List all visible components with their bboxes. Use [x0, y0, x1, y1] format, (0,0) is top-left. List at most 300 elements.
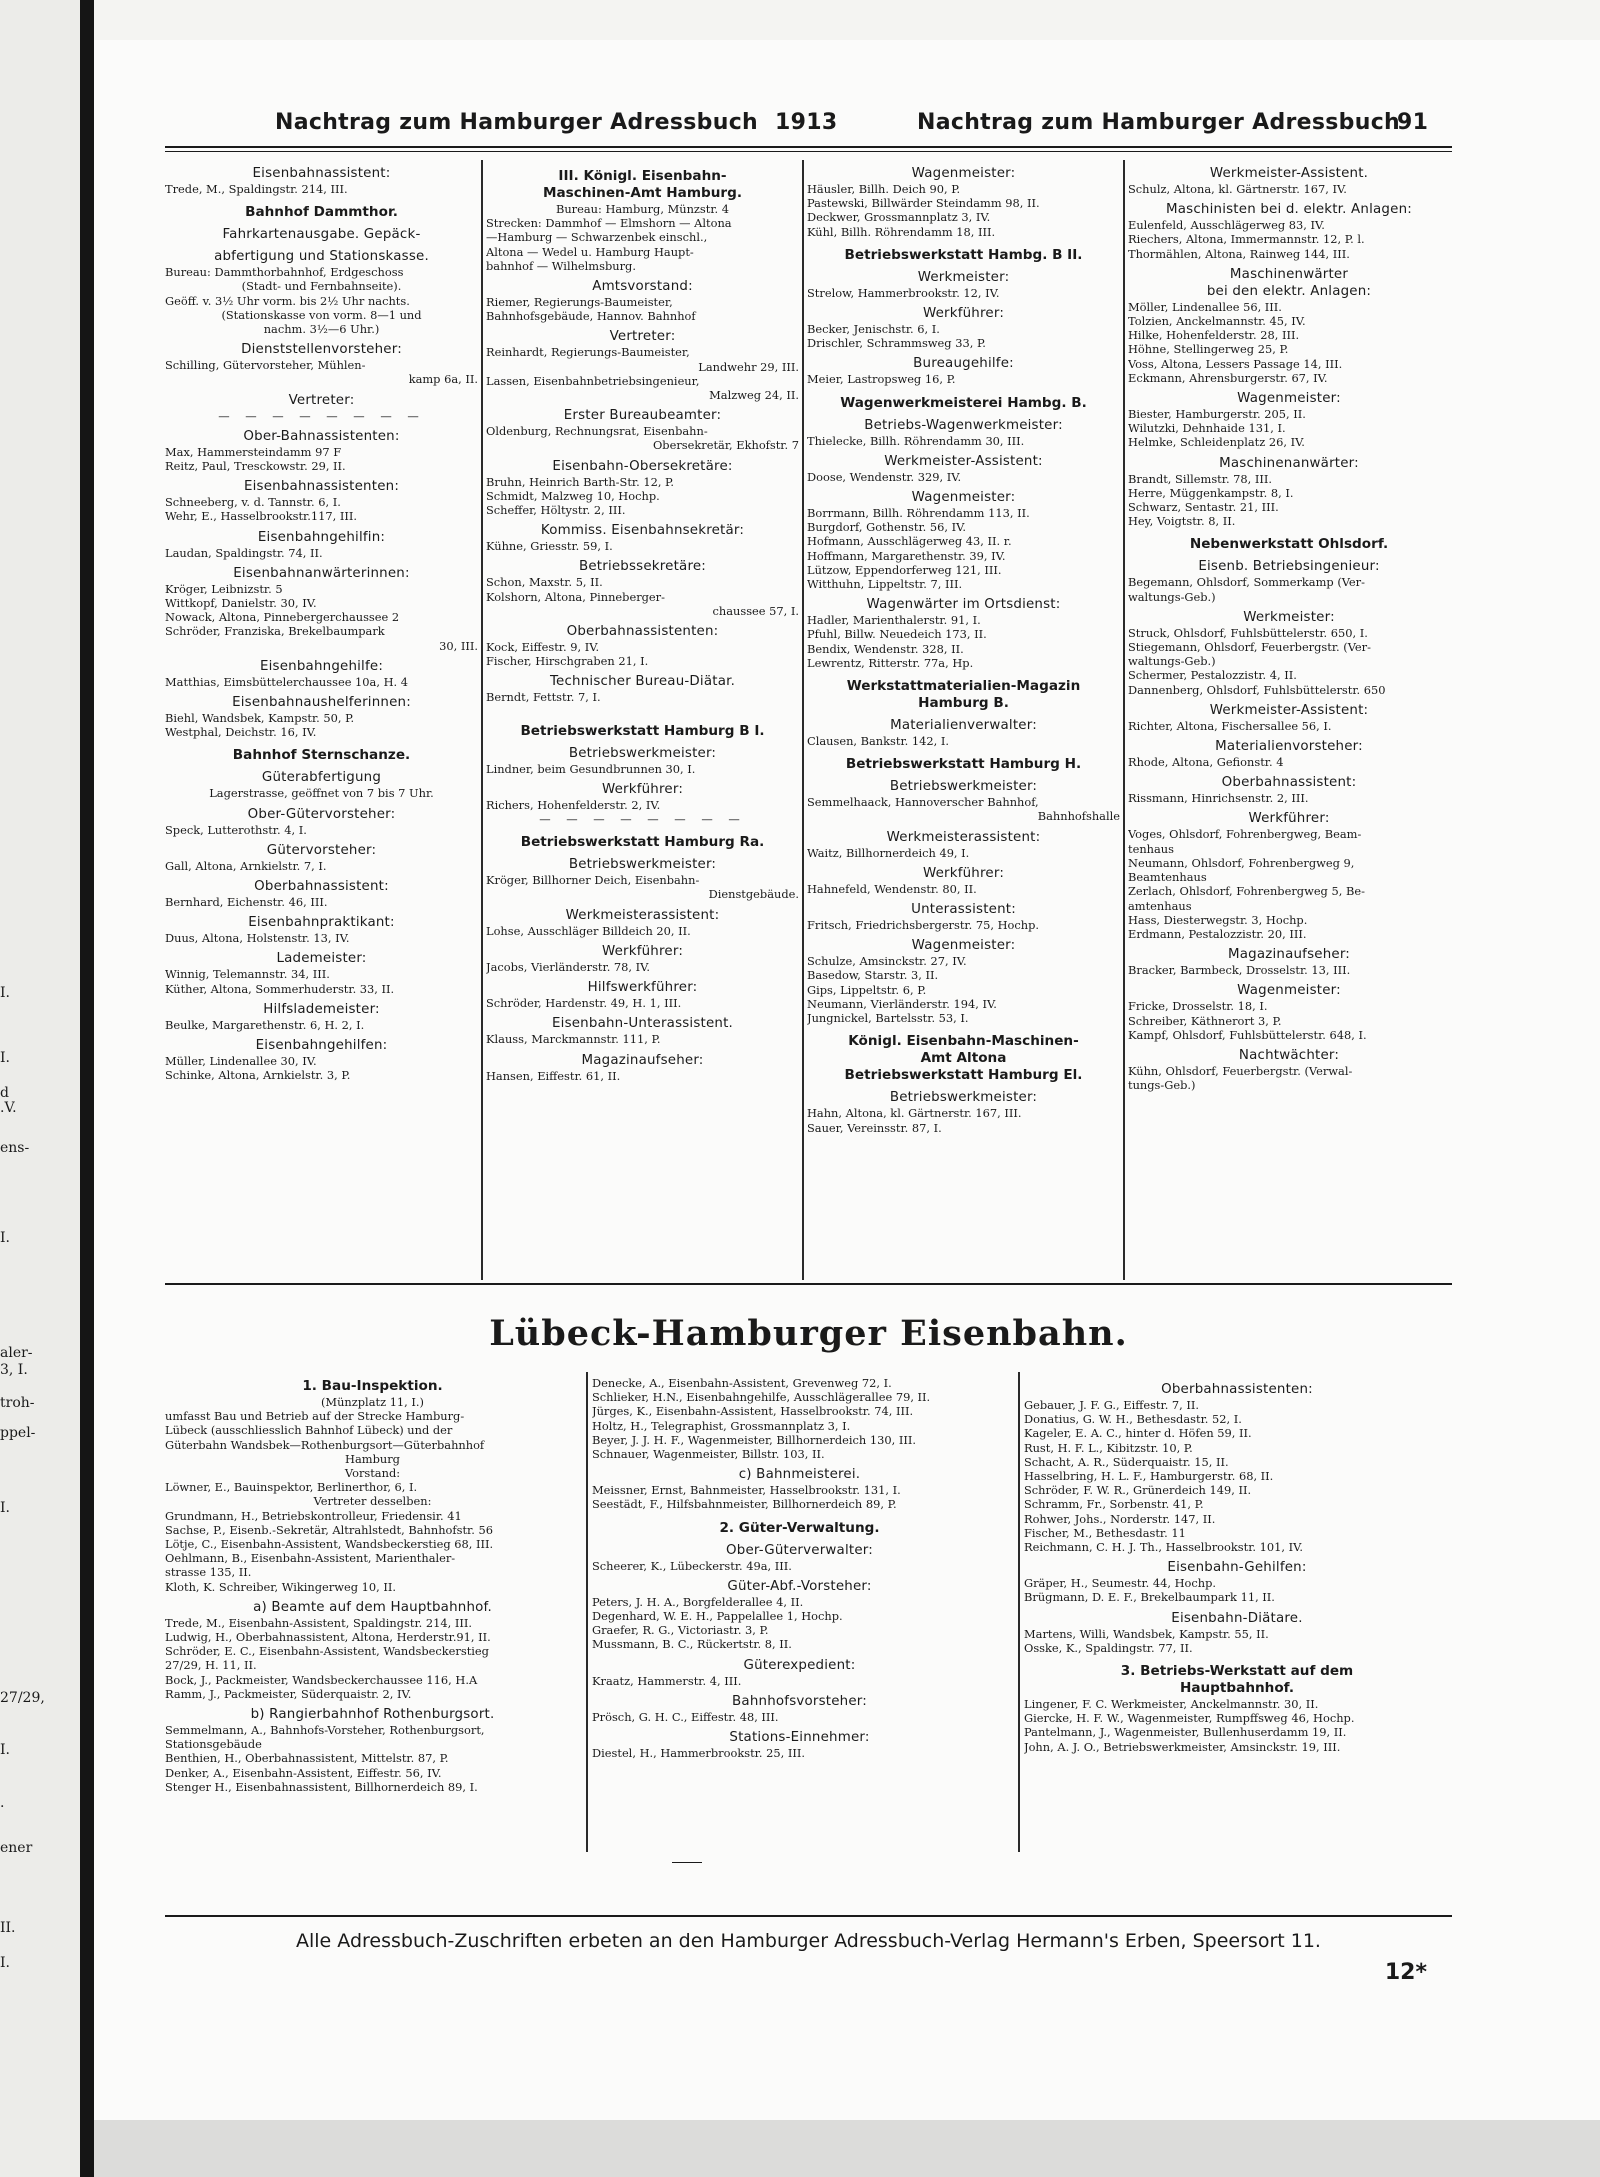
- section-heading: Eisenbahngehilfin:: [257, 529, 386, 545]
- section-heading: Eisenbahngehilfe:: [259, 658, 384, 674]
- entry-line: Hoffmann, Margarethenstr. 39, IV.: [807, 548, 1006, 563]
- entry-line: Prösch, G. H. C., Eiffestr. 48, III.: [592, 1709, 779, 1724]
- entry-line: Hansen, Eiffestr. 61, II.: [486, 1068, 621, 1083]
- entry-line: Schilling, Gütervorsteher, Mühlen-: [165, 358, 366, 373]
- section-heading: Kommiss. Eisenbahnsekretär:: [540, 523, 745, 539]
- section-heading: Maschinenwärter: [1229, 266, 1349, 282]
- entry-line: Eckmann, Ahrensburgerstr. 67, IV.: [1128, 370, 1328, 385]
- entry-line: Altona — Wedel u. Hamburg Haupt-: [486, 244, 694, 259]
- entry-line: Bruhn, Heinrich Barth-Str. 12, P.: [486, 474, 675, 489]
- entry-line: Kock, Eiffestr. 9, IV.: [486, 640, 600, 655]
- entry-line: Ramm, J., Packmeister, Süderquaistr. 2, IV.: [165, 1686, 412, 1701]
- entry-line: Jacobs, Vierländerstr. 78, IV.: [486, 959, 651, 974]
- department-heading: 2. Güter-Verwaltung.: [719, 1519, 880, 1536]
- entry-line: Bureau: Dammthorbahnhof, Erdgeschoss: [165, 265, 404, 280]
- lower-column-3: [1024, 1376, 1450, 1856]
- section-heading: Oberbahnassistenten:: [1161, 1382, 1313, 1397]
- entry-line: Benthien, H., Oberbahnassistent, Mittelstr. 87, P.: [165, 1751, 449, 1766]
- section-heading: Maschinenanwärter:: [1219, 455, 1359, 471]
- entry-line: tungs-Geb.): [1128, 1078, 1196, 1093]
- section-heading: Wagenmeister:: [1237, 983, 1341, 999]
- section-heading: Werkführer:: [601, 781, 684, 797]
- section-heading: Werkmeisterassistent:: [565, 907, 720, 923]
- entry-line: Denecke, A., Eisenbahn-Assistent, Grevenweg 72, I.: [592, 1376, 892, 1390]
- entry-line: Berndt, Fettstr. 7, I.: [486, 690, 601, 705]
- centered-note: (Münzplatz 11, I.): [320, 1395, 424, 1409]
- entry-line: Rohwer, Johs., Norderstr. 147, II.: [1024, 1511, 1216, 1526]
- section-heading: Eisenbahn-Diätare.: [1171, 1610, 1303, 1626]
- section-heading: Vertreter:: [609, 329, 676, 345]
- entry-line: Hey, Voigtstr. 8, II.: [1128, 514, 1236, 529]
- entry-line: Kraatz, Hammerstr. 4, III.: [592, 1673, 742, 1688]
- entry-line: Stenger H., Eisenbahnassistent, Billhornerdeich 89, I.: [165, 1779, 478, 1794]
- entry-line: Beyer, J. J. H. F., Wagenmeister, Billhornerdeich 130, III.: [592, 1432, 916, 1447]
- section-heading: Werkführer:: [922, 306, 1005, 322]
- section-heading: Werkmeister-Assistent.: [1209, 166, 1369, 181]
- entry-line: Graefer, R. G., Victoriastr. 3, P.: [592, 1623, 769, 1638]
- section-heading: Maschinisten bei d. elektr. Anlagen:: [1166, 202, 1412, 218]
- section-heading: Bahnhofsvorsteher:: [732, 1693, 867, 1709]
- entry-line: Riemer, Regierungs-Baumeister,: [486, 295, 673, 310]
- entry-line: Hass, Diesterwegstr. 3, Hochp.: [1128, 912, 1308, 927]
- department-heading: Bahnhof Sternschanze.: [232, 747, 411, 764]
- entry-continuation: Obersekretär, Ekhofstr. 7: [652, 438, 799, 453]
- entry-line: Lützow, Eppendorferweg 121, III.: [807, 562, 1002, 577]
- running-header: [165, 110, 1452, 146]
- book-spine: [80, 0, 94, 2177]
- entry-line: Witthuhn, Lippeltstr. 7, III.: [807, 577, 963, 592]
- section-heading: bei den elektr. Anlagen:: [1206, 283, 1372, 299]
- entry-line: Wilutzki, Dehnhaide 131, I.: [1128, 421, 1286, 436]
- section-heading: Eisenbahn-Gehilfen:: [1167, 1560, 1307, 1576]
- entry-line: Rust, H. F. L., Kibitzstr. 10, P.: [1024, 1440, 1193, 1455]
- section-heading: Gütervorsteher:: [266, 842, 377, 858]
- section-heading: Wagenmeister:: [911, 938, 1016, 954]
- entry-continuation: 30, III.: [439, 638, 478, 653]
- department-heading: Königl. Eisenbahn-Maschinen-: [848, 1033, 1079, 1050]
- department-heading: Bahnhof Dammthor.: [245, 204, 398, 221]
- entry-line: strasse 135, II.: [165, 1565, 252, 1580]
- department-heading: Amt Altona: [920, 1050, 1007, 1067]
- entry-line: waltungs-Geb.): [1128, 654, 1216, 669]
- entry-line: Beamtenhaus: [1128, 870, 1207, 885]
- section-title: Lübeck-Hamburger Eisenbahn.: [489, 1313, 1128, 1354]
- entry-line: Kampf, Ohlsdorf, Fuhlsbüttelerstr. 648, I.: [1128, 1027, 1367, 1042]
- entry-line: Klauss, Marckmannstr. 111, P.: [486, 1032, 661, 1047]
- department-heading: Hamburg B.: [918, 695, 1009, 712]
- entry-line: Eulenfeld, Ausschlägerweg 83, IV.: [1128, 218, 1325, 233]
- entry-line: Rissmann, Hinrichsenstr. 2, III.: [1128, 791, 1309, 806]
- entry-line: Semmelmann, A., Bahnhofs-Vorsteher, Rothenburgsort,: [165, 1723, 485, 1738]
- section-heading: Nachtwächter:: [1238, 1047, 1340, 1063]
- section-heading: Güterabfertigung: [261, 770, 382, 786]
- edge-fragment: I.: [0, 1050, 10, 1066]
- entry-continuation: kamp 6a, II.: [408, 372, 478, 387]
- entry-line: Richter, Altona, Fischersallee 56, I.: [1128, 718, 1332, 733]
- section-heading: Hilfslademeister:: [263, 1001, 380, 1017]
- entry-line: Kröger, Billhorner Deich, Eisenbahn-: [486, 873, 700, 888]
- entry-line: tenhaus: [1128, 841, 1174, 856]
- entry-line: Martens, Willi, Wandsbek, Kampstr. 55, II.: [1024, 1626, 1269, 1641]
- entry-line: Gall, Altona, Arnkielstr. 7, I.: [165, 858, 327, 873]
- entry-line: Neumann, Vierländerstr. 194, IV.: [807, 996, 997, 1011]
- entry-line: Oldenburg, Rechnungsrat, Eisenbahn-: [486, 424, 708, 439]
- entry-line: Schmidt, Malzweg 10, Hochp.: [486, 488, 660, 503]
- entry-line: Hilke, Hohenfelderstr. 28, III.: [1128, 328, 1300, 343]
- entry-line: Schinke, Altona, Arnkielstr. 3, P.: [165, 1068, 351, 1083]
- entry-line: Diestel, H., Hammerbrookstr. 25, III.: [592, 1746, 805, 1761]
- centered-note: (Stadt- und Fernbahnseite).: [241, 279, 402, 294]
- entry-line: Meier, Lastropsweg 16, P.: [807, 372, 956, 387]
- section-rule: [165, 1283, 1452, 1285]
- centered-note: Vertreter desselben:: [313, 1494, 432, 1509]
- centered-note: nachm. 3½—6 Uhr.): [263, 322, 380, 337]
- section-heading: Güterexpedient:: [743, 1657, 856, 1673]
- entry-line: Hahn, Altona, kl. Gärtnerstr. 167, III.: [807, 1106, 1022, 1121]
- section-heading: Eisenbahnanwärterinnen:: [233, 565, 410, 581]
- entry-line: Hofmann, Ausschlägerweg 43, II. r.: [807, 534, 1012, 549]
- entry-line: Brügmann, D. E. F., Brekelbaumpark 11, II.: [1024, 1590, 1275, 1605]
- section-heading: Bureaugehilfe:: [913, 356, 1014, 372]
- entry-line: Erdmann, Pestalozzistr. 20, III.: [1128, 926, 1307, 941]
- entry-line: —Hamburg — Schwarzenbek einschl.,: [486, 230, 708, 245]
- entry-line: Strecken: Dammhof — Elmshorn — Altona: [486, 216, 732, 231]
- column-divider: [481, 160, 483, 1280]
- entry-line: Peters, J. H. A., Borgfelderallee 4, II.: [592, 1594, 804, 1609]
- section-heading: a) Beamte auf dem Hauptbahnhof.: [253, 1599, 492, 1615]
- entry-line: Winnig, Telemannstr. 34, III.: [165, 967, 330, 982]
- entry-line: Reitz, Paul, Tresckowstr. 29, II.: [165, 459, 346, 474]
- entry-line: Scheffer, Höltystr. 2, III.: [486, 503, 626, 518]
- entry-line: waltungs-Geb.): [1128, 589, 1216, 604]
- section-heading: Materialienvorsteher:: [1215, 739, 1363, 755]
- edge-fragment: troh-: [0, 1395, 35, 1411]
- entry-continuation: Bahnhofshalle: [1037, 809, 1120, 824]
- column-1: [165, 160, 478, 1280]
- entry-line: Trede, M., Spaldingstr. 214, III.: [165, 182, 348, 196]
- entry-line: Strelow, Hammerbrookstr. 12, IV.: [807, 285, 1000, 300]
- entry-line: Kageler, E. A. C., hinter d. Höfen 59, II.: [1024, 1426, 1252, 1441]
- section-heading: Eisenbahn-Obersekretäre:: [552, 458, 733, 474]
- section-heading: Oberbahnassistenten:: [566, 624, 719, 640]
- edge-fragment: I.: [0, 1955, 10, 1971]
- edge-fragment: aler-: [0, 1345, 33, 1361]
- entry-continuation: Malzweg 24, II.: [709, 388, 799, 403]
- entry-line: Denker, A., Eisenbahn-Assistent, Eiffestr. 56, IV.: [165, 1765, 442, 1780]
- entry-line: Fritsch, Friedrichsbergerstr. 75, Hochp.: [807, 918, 1040, 933]
- entry-line: Schulz, Altona, kl. Gärtnerstr. 167, IV.: [1128, 182, 1347, 196]
- entry-line: Schlieker, H.N., Eisenbahngehilfe, Ausschlägerallee 79, II.: [592, 1390, 931, 1405]
- column-divider: [586, 1372, 588, 1852]
- entry-line: Reinhardt, Regierungs-Baumeister,: [486, 345, 690, 360]
- entry-line: Bracker, Barmbeck, Drosselstr. 13, III.: [1128, 963, 1351, 978]
- section-heading: Eisenbahnpraktikant:: [248, 915, 395, 931]
- entry-line: Gips, Lippeltstr. 6, P.: [807, 982, 927, 997]
- entry-line: Bernhard, Eichenstr. 46, III.: [165, 895, 328, 910]
- entry-line: Schneeberg, v. d. Tannstr. 6, I.: [165, 495, 341, 510]
- entry-line: Pastewski, Billwärder Steindamm 98, II.: [807, 196, 1040, 211]
- section-heading: Amtsvorstand:: [592, 279, 693, 295]
- entry-line: Voss, Altona, Lessers Passage 14, III.: [1128, 356, 1343, 371]
- entry-line: Begemann, Ohlsdorf, Sommerkamp (Ver-: [1128, 575, 1365, 590]
- entry-line: Waitz, Billhornerdeich 49, I.: [807, 845, 970, 860]
- entry-line: Westphal, Deichstr. 16, IV.: [165, 725, 317, 740]
- department-heading: 1. Bau-Inspektion.: [302, 1378, 443, 1394]
- previous-page-edge: [0, 0, 80, 2177]
- entry-line: Donatius, G. W. H., Bethesdastr. 52, I.: [1024, 1412, 1242, 1427]
- section-heading: Stations-Einnehmer:: [729, 1730, 870, 1746]
- entry-line: Reichmann, C. H. J. Th., Hasselbrookstr. 101, IV.: [1024, 1540, 1303, 1555]
- entry-line: Thielecke, Billh. Röhrendamm 30, III.: [807, 433, 1025, 448]
- header-rule: [165, 146, 1452, 148]
- centered-note: Lagerstrasse, geöffnet von 7 bis 7 Uhr.: [209, 786, 434, 801]
- entry-line: Schwarz, Sentastr. 21, III.: [1128, 500, 1279, 515]
- entry-line: Fricke, Drosselstr. 18, I.: [1128, 999, 1268, 1014]
- section-heading: Oberbahnassistent:: [254, 879, 389, 895]
- section-heading: Wagenmeister:: [911, 490, 1016, 506]
- entry-line: Brandt, Sillemstr. 78, III.: [1128, 471, 1273, 486]
- entry-line: Drischler, Schrammsweg 33, P.: [807, 336, 986, 351]
- entry-line: Grundmann, H., Betriebskontrolleur, Friedensir. 41: [165, 1508, 462, 1523]
- column-divider: [1123, 160, 1125, 1280]
- column-2: [486, 160, 799, 1280]
- vacancy-dashes: — — — — — — — —: [539, 812, 746, 827]
- entry-line: Trede, M., Eisenbahn-Assistent, Spaldingstr. 214, III.: [165, 1615, 472, 1630]
- entry-line: John, A. J. O., Betriebswerkmeister, Amsinckstr. 19, III.: [1024, 1739, 1341, 1754]
- section-heading: Eisenbahnassistenten:: [243, 479, 400, 495]
- section-heading: Lademeister:: [276, 951, 367, 967]
- entry-line: Thormählen, Altona, Rainweg 144, III.: [1128, 246, 1350, 261]
- section-heading: Wagenmeister:: [911, 166, 1016, 181]
- section-heading: Werkführer:: [1248, 811, 1330, 827]
- entry-line: Schacht, A. R., Süderquaistr. 15, II.: [1024, 1454, 1229, 1469]
- section-heading: c) Bahnmeisterei.: [738, 1467, 861, 1483]
- entry-line: Schon, Maxstr. 5, II.: [486, 575, 603, 590]
- entry-line: Lassen, Eisenbahnbetriebsingenieur,: [486, 373, 700, 388]
- section-heading: Vertreter:: [288, 392, 355, 408]
- section-heading: b) Rangierbahnhof Rothenburgsort.: [250, 1707, 495, 1723]
- entry-line: Scheerer, K., Lübeckerstr. 49a, III.: [592, 1558, 792, 1573]
- entry-line: Schnauer, Wagenmeister, Billstr. 103, II.: [592, 1447, 825, 1462]
- entry-line: Küther, Altona, Sommerhuderstr. 33, II.: [165, 981, 395, 996]
- section-heading: Magazinaufseher:: [581, 1052, 704, 1068]
- header-rule-thin: [165, 151, 1452, 152]
- edge-fragment: 3, I.: [0, 1362, 28, 1378]
- section-heading: Ober-Gütervorsteher:: [247, 806, 396, 822]
- entry-line: Kolshorn, Altona, Pinneberger-: [486, 589, 665, 604]
- edge-fragment: I.: [0, 1742, 10, 1758]
- department-heading: Maschinen-Amt Hamburg.: [542, 185, 743, 201]
- section-heading: Betriebswerkmeister:: [568, 745, 717, 761]
- section-heading: Unterassistent:: [911, 902, 1016, 918]
- department-heading: Betriebswerkstatt Hamburg H.: [845, 756, 1082, 773]
- section-heading: abfertigung und Stationskasse.: [214, 249, 429, 265]
- entry-line: Matthias, Eimsbüttelerchaussee 10a, H. 4: [165, 674, 409, 689]
- entry-line: Gebauer, J. F. G., Eiffestr. 7, II.: [1024, 1398, 1200, 1412]
- department-heading: Betriebswerkstatt Hambg. B II.: [844, 246, 1083, 263]
- section-heading: Ober-Bahnassistenten:: [243, 428, 400, 444]
- entry-line: Kühne, Griesstr. 59, I.: [486, 539, 613, 554]
- entry-line: Nowack, Altona, Pinnebergerchaussee 2: [165, 610, 400, 625]
- entry-line: Pfuhl, Billw. Neuedeich 173, II.: [807, 627, 987, 642]
- entry-line: Zerlach, Ohlsdorf, Fohrenbergweg 5, Be-: [1128, 884, 1365, 899]
- department-heading: Wagenwerkmeisterei Hambg. B.: [840, 394, 1087, 411]
- entry-line: Biehl, Wandsbek, Kampstr. 50, P.: [165, 711, 355, 726]
- entry-line: Clausen, Bankstr. 142, I.: [807, 734, 950, 749]
- section-heading: Werkführer:: [922, 865, 1005, 881]
- section-heading: Fahrkartenausgabe. Gepäck-: [222, 227, 421, 243]
- header-year: 1913: [775, 110, 838, 135]
- entry-line: Kühl, Billh. Röhrendamm 18, III.: [807, 224, 996, 239]
- section-heading: Erster Bureaubeamter:: [563, 408, 722, 424]
- entry-line: Deckwer, Grossmannplatz 3, IV.: [807, 210, 991, 225]
- entry-line: Höhne, Stellingerweg 25, P.: [1128, 342, 1289, 357]
- centered-note: Vorstand:: [344, 1466, 401, 1481]
- column-divider: [802, 160, 804, 1280]
- edge-fragment: I.: [0, 985, 10, 1001]
- entry-line: Helmke, Schleidenplatz 26, IV.: [1128, 435, 1305, 450]
- lower-column-2: [592, 1376, 1007, 1856]
- entry-line: Doose, Wendenstr. 329, IV.: [807, 469, 962, 484]
- edge-fragment: II.: [0, 1920, 16, 1936]
- column-4: [1128, 160, 1450, 1280]
- entry-line: Speck, Lutterothstr. 4, I.: [165, 822, 307, 837]
- entry-line: Fischer, Hirschgraben 21, I.: [486, 654, 649, 669]
- entry-line: Schröder, Franziska, Brekelbaumpark: [165, 624, 385, 639]
- entry-line: Sauer, Vereinsstr. 87, I.: [807, 1120, 942, 1135]
- entry-line: Neumann, Ohlsdorf, Fohrenbergweg 9,: [1128, 855, 1355, 870]
- section-heading: Wagenwärter im Ortsdienst:: [866, 597, 1061, 613]
- vacancy-dashes: — — — — — — — —: [218, 408, 425, 423]
- lower-column-1: [165, 1370, 580, 1860]
- entry-line: Möller, Lindenallee 56, III.: [1128, 299, 1282, 314]
- entry-line: Stiegemann, Ohlsdorf, Feuerbergstr. (Ver-: [1128, 640, 1371, 655]
- entry-line: Semmelhaack, Hannoverscher Bahnhof,: [807, 795, 1039, 810]
- section-heading: Werkmeister-Assistent:: [1209, 702, 1369, 718]
- entry-line: Müller, Lindenallee 30, IV.: [165, 1054, 317, 1069]
- section-heading: Magazinaufseher:: [1227, 947, 1351, 963]
- entry-line: Burgdorf, Gothenstr. 56, IV.: [807, 520, 966, 535]
- department-heading: Werkstattmaterialien-Magazin: [846, 678, 1081, 695]
- entry-line: Wittkopf, Danielstr. 30, IV.: [165, 596, 317, 611]
- entry-line: Struck, Ohlsdorf, Fuhlsbüttelerstr. 650, I.: [1128, 625, 1368, 640]
- header-page-number: 91: [1397, 110, 1429, 135]
- section-heading: Ober-Güterverwalter:: [726, 1542, 873, 1558]
- edge-fragment: .V.: [0, 1100, 17, 1116]
- entry-line: 27/29, H. 11, II.: [165, 1658, 257, 1673]
- entry-line: Seestädt, F., Hilfsbahnmeister, Billhornerdeich 89, P.: [592, 1497, 897, 1512]
- entry-line: Hadler, Marienthalerstr. 91, I.: [807, 613, 981, 628]
- entry-line: Degenhard, W. E. H., Pappelallee 1, Hochp.: [592, 1609, 843, 1624]
- entry-line: Schröder, F. W. R., Grünerdeich 149, II.: [1024, 1483, 1252, 1498]
- entry-line: Kühn, Ohlsdorf, Feuerbergstr. (Verwal-: [1128, 1063, 1353, 1078]
- edge-fragment: d: [0, 1085, 9, 1101]
- entry-line: Beulke, Margarethenstr. 6, H. 2, I.: [165, 1017, 365, 1032]
- entry-line: Ludwig, H., Oberbahnassistent, Altona, Herderstr.91, II.: [165, 1630, 491, 1645]
- edge-fragment: ens-: [0, 1140, 30, 1156]
- entry-line: Lohse, Ausschläger Billdeich 20, II.: [486, 923, 691, 938]
- entry-line: Holtz, H., Telegraphist, Grossmannplatz 3, I.: [592, 1418, 851, 1433]
- entry-line: Hasselbring, H. L. F., Hamburgerstr. 68, II.: [1024, 1469, 1274, 1484]
- entry-line: Biester, Hamburgerstr. 205, II.: [1128, 407, 1306, 422]
- header-right-title: Nachtrag zum Hamburger Adressbuch: [917, 110, 1400, 135]
- section-heading: Werkmeisterassistent:: [886, 829, 1041, 845]
- edge-fragment: ener: [0, 1840, 33, 1856]
- department-heading: III. Königl. Eisenbahn-: [558, 168, 727, 184]
- department-heading: Hauptbahnhof.: [1179, 1680, 1295, 1697]
- entry-line: Schulze, Amsinckstr. 27, IV.: [807, 954, 967, 969]
- entry-line: Pantelmann, J., Wagenmeister, Bullenhuserdamm 19, II.: [1024, 1725, 1347, 1740]
- entry-line: Fischer, M., Bethesdastr. 11: [1024, 1525, 1186, 1540]
- entry-line: Herre, Müggenkampstr. 8, I.: [1128, 485, 1294, 500]
- entry-line: Lingener, F. C. Werkmeister, Anckelmannstr. 30, II.: [1024, 1697, 1319, 1712]
- edge-fragment: .: [0, 1795, 5, 1811]
- entry-continuation: Landwehr 29, III.: [698, 359, 799, 374]
- entry-line: Basedow, Starstr. 3, II.: [807, 968, 939, 983]
- section-heading: Eisenbahnaushelferinnen:: [232, 695, 411, 711]
- entry-line: Schramm, Fr., Sorbenstr. 41, P.: [1024, 1497, 1204, 1512]
- column-3: [807, 160, 1120, 1280]
- section-heading: Betriebs-Wagenwerkmeister:: [864, 417, 1063, 433]
- entry-line: Dannenberg, Ohlsdorf, Fuhlsbüttelerstr. 650: [1128, 682, 1386, 697]
- entry-continuation: Dienstgebäude.: [708, 887, 799, 902]
- entry-line: Osske, K., Spaldingstr. 77, II.: [1024, 1640, 1193, 1655]
- column-divider: [1018, 1372, 1020, 1852]
- entry-line: bahnhof — Wilhelmsburg.: [486, 258, 636, 273]
- entry-line: Bendix, Wendenstr. 328, II.: [807, 641, 964, 656]
- signature-mark: 12*: [1384, 1960, 1427, 1985]
- section-heading: Eisenb. Betriebsingenieur:: [1198, 559, 1380, 575]
- entry-line: Voges, Ohlsdorf, Fohrenbergweg, Beam-: [1128, 827, 1362, 842]
- entry-line: Duus, Altona, Holstenstr. 13, IV.: [165, 931, 350, 946]
- entry-line: Kloth, K. Schreiber, Wikingerweg 10, II.: [165, 1579, 396, 1594]
- entry-line: umfasst Bau und Betrieb auf der Strecke Hamburg-: [165, 1409, 465, 1424]
- department-heading: Betriebswerkstatt Hamburg Ra.: [520, 834, 765, 851]
- entry-line: Laudan, Spaldingstr. 74, II.: [165, 545, 323, 560]
- short-rule: [672, 1862, 702, 1863]
- entry-line: Geöff. v. 3½ Uhr vorm. bis 2½ Uhr nachts.: [165, 293, 410, 308]
- entry-continuation: chaussee 57, I.: [712, 603, 799, 618]
- entry-line: Tolzien, Anckelmannstr. 45, IV.: [1128, 314, 1306, 329]
- entry-line: Riechers, Altona, Immermannstr. 12, P. l.: [1128, 232, 1365, 247]
- entry-line: Jungnickel, Bartelsstr. 53, I.: [807, 1011, 969, 1026]
- section-heading: Dienststellenvorsteher:: [241, 342, 402, 358]
- department-heading: 3. Betriebs-Werkstatt auf dem: [1120, 1663, 1354, 1680]
- edge-fragment: I.: [0, 1230, 10, 1246]
- section-heading: Eisenbahnassistent:: [252, 166, 391, 181]
- entry-line: Lötje, C., Eisenbahn-Assistent, Wandsbeckerstieg 68, III.: [165, 1537, 494, 1552]
- entry-line: Oehlmann, B., Eisenbahn-Assistent, Marienthaler-: [165, 1551, 456, 1566]
- section-heading: Betriebswerkmeister:: [889, 1090, 1038, 1106]
- entry-line: Lindner, beim Gesundbrunnen 30, I.: [486, 761, 696, 776]
- edge-fragment: ppel-: [0, 1425, 36, 1441]
- entry-line: Stationsgebäude: [165, 1737, 262, 1752]
- section-heading: Betriebswerkmeister:: [889, 779, 1038, 795]
- section-heading: Werkführer:: [601, 943, 684, 959]
- entry-line: Borrmann, Billh. Röhrendamm 113, II.: [807, 506, 1030, 521]
- entry-line: Max, Hammersteindamm 97 F: [165, 444, 342, 459]
- section-heading: Betriebswerkmeister:: [568, 857, 717, 873]
- entry-line: Mussmann, B. C., Rückertstr. 8, II.: [592, 1637, 792, 1652]
- entry-line: Lewrentz, Ritterstr. 77a, Hp.: [807, 655, 974, 670]
- section-heading: Werkmeister:: [1243, 609, 1335, 625]
- entry-line: Rhode, Altona, Gefionstr. 4: [1128, 755, 1284, 770]
- section-heading: Materialienverwalter:: [890, 718, 1037, 734]
- footer-rule: [165, 1915, 1452, 1917]
- centered-note: (Stationskasse von vorm. 8—1 und: [221, 307, 422, 322]
- entry-line: Sachse, P., Eisenb.-Sekretär, Altrahlstedt, Bahnhofstr. 56: [165, 1522, 493, 1537]
- entry-line: Güterbahn Wandsbek—Rothenburgsort—Güterbahnhof: [165, 1437, 485, 1452]
